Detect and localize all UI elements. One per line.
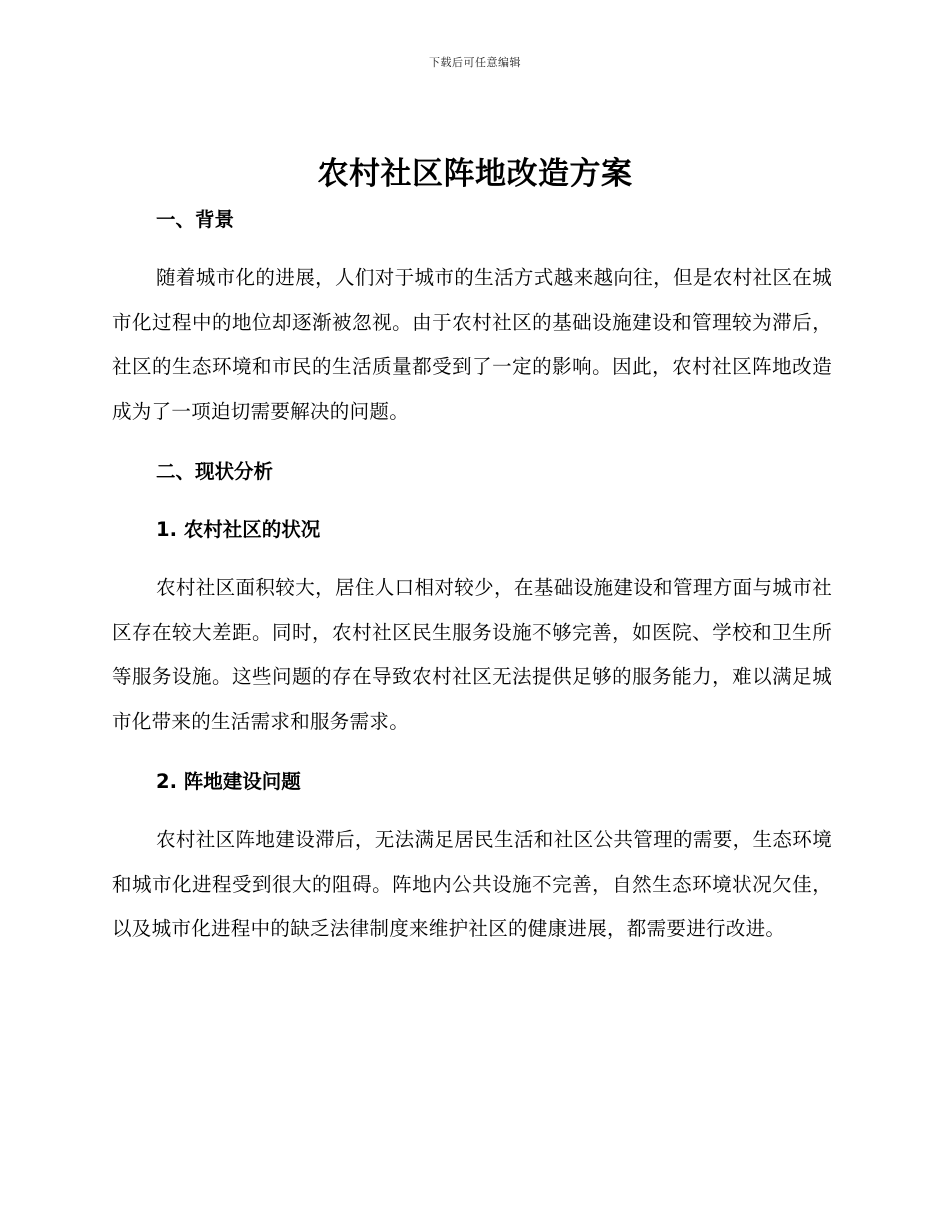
section-heading-background: 一、背景 — [156, 208, 235, 231]
spacer — [112, 242, 832, 256]
paragraph-rural-status: 农村社区面积较大，居住人口相对较少，在基础设施建设和管理方面与城市社区存在较大差距。同时，农村社区民生服务设施不够完善，如医院、学校和卫生所等服务设施。这些问题的存在导致农村社区无法提供足够的服务能力，难以满足城市化带来的生活需求和服务需求。 — [112, 576, 832, 733]
header-note: 下载后可任意编辑 — [429, 56, 521, 69]
document-title: 农村社区阵地改造方案 — [317, 156, 633, 192]
subsection-heading-construction-issues: 2. 阵地建设问题 — [156, 770, 301, 793]
section-heading-analysis: 二、现状分析 — [156, 460, 274, 483]
paragraph-background: 随着城市化的进展，人们对于城市的生活方式越来越向往，但是农村社区在城市化过程中的地位却逐渐被忽视。由于农村社区的基础设施建设和管理较为滞后，社区的生态环境和市民的生活质量都受到了一定的影响。因此，农村社区阵地改造成为了一项迫切需要解决的问题。 — [112, 266, 832, 423]
spacer — [112, 494, 832, 508]
document-body — [112, 198, 832, 952]
subsection-heading-rural-status: 1. 农村社区的状况 — [156, 518, 321, 541]
spacer — [112, 804, 832, 818]
spacer — [112, 434, 832, 450]
spacer — [112, 552, 832, 566]
spacer — [112, 744, 832, 760]
paragraph-construction-issues: 农村社区阵地建设滞后，无法满足居民生活和社区公共管理的需要，生态环境和城市化进程受到很大的阻碍。阵地内公共设施不完善，自然生态环境状况欠佳，以及城市化进程中的缺乏法律制度来维护社区的健康进展，都需要进行改进。 — [112, 828, 832, 940]
